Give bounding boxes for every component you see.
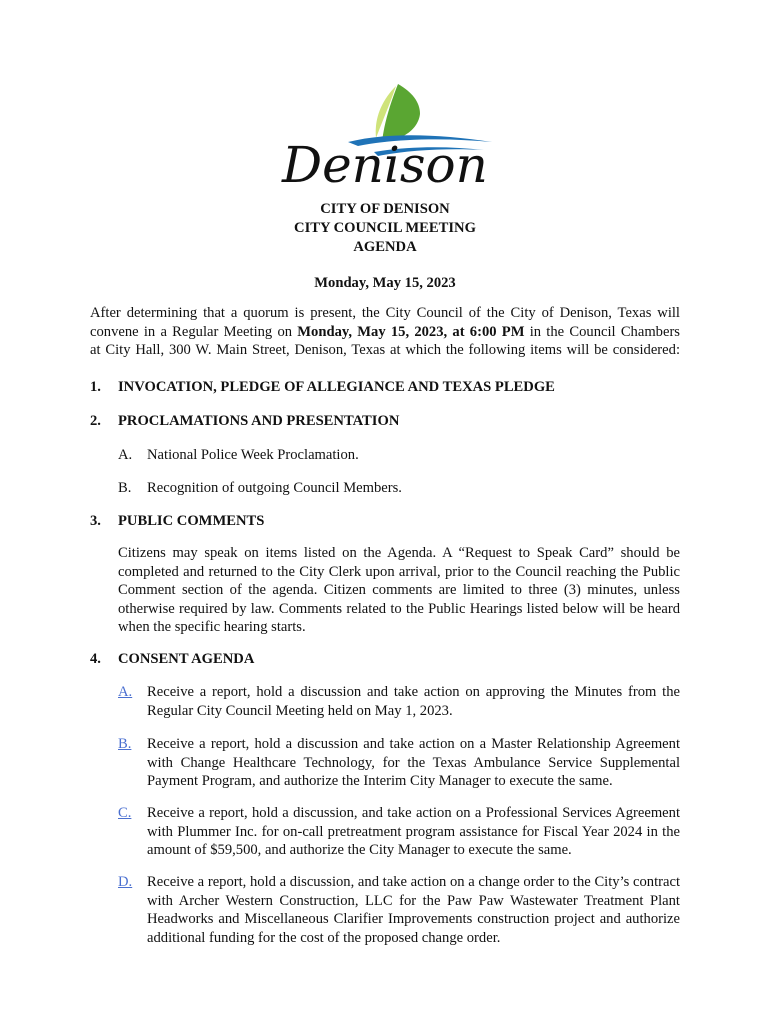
item-text: Receive a report, hold a discussion and take action on approving the Minutes from the Regular City Council Meeting held on May 1, 2023. (147, 684, 680, 719)
intro-line-3: at City Hall, 300 W. Main Street, Denison, Texas at which the following items will be considered: (90, 342, 680, 358)
item-text: Recognition of outgoing Council Members. (147, 480, 402, 496)
section-title: PROCLAMATIONS AND PRESENTATION (118, 413, 400, 429)
header-meeting: CITY COUNCIL MEETING (294, 220, 476, 236)
intro-line-1: After determining that a quorum is present, the City Council of the City of Denison, Texas will (90, 305, 680, 321)
item-text: National Police Week Proclamation. (147, 447, 359, 463)
section-number: 3. (90, 513, 101, 529)
meeting-datetime: Monday, May 15, 2023, at 6:00 PM (297, 323, 525, 340)
header-agenda: AGENDA (353, 239, 417, 255)
item-text: Receive a report, hold a discussion and take action on a Master Relationship Agreement with Change Healthcare Technology, for the Texas Ambulance Service Supplemental Payment Program, and authorize the Interim City Manager to execute the same. (147, 736, 680, 789)
intro-line-2c: in the Council Chambers (524, 323, 680, 340)
section-title: PUBLIC COMMENTS (118, 513, 265, 529)
item-link-c[interactable]: C. (118, 805, 132, 821)
section-number: 1. (90, 379, 101, 395)
item-text: Receive a report, hold a discussion, and take action on a change order to the City’s contract with Archer Western Construction, LLC for the Paw Paw Wastewater Treatment Plant Headworks and Miscellaneous Clarifier Improvements construction project and authorize additional funding for the cost of the proposed change order. (147, 874, 680, 946)
section-title: CONSENT AGENDA (118, 651, 255, 667)
section-number: 4. (90, 651, 101, 667)
intro-paragraph (90, 304, 680, 360)
intro-line-2a: convene in a Regular Meeting on (90, 323, 298, 340)
intro-line-2 (90, 323, 680, 342)
item-link-d[interactable]: D. (118, 874, 133, 890)
section-number: 2. (90, 413, 101, 429)
header-date: Monday, May 15, 2023 (314, 275, 456, 291)
item-label: B. (118, 480, 132, 496)
item-text: Receive a report, hold a discussion, and take action on a Professional Services Agreement with Plummer Inc. for on-call pretreatment program assistance for Fiscal Year 2024 in the amount of $59,500, and authorize the City Manager to execute the same. (147, 805, 680, 858)
section-title: INVOCATION, PLEDGE OF ALLEGIANCE AND TEXAS PLEDGE (118, 379, 555, 395)
item-link-b[interactable]: B. (118, 736, 132, 752)
denison-logo (278, 82, 494, 194)
sailboat-logo-icon (278, 82, 494, 194)
public-comments-paragraph: Citizens may speak on items listed on the Agenda. A “Request to Speak Card” should be completed and returned to the City Clerk upon arrival, prior to the Council reaching the Public Comment section of the agenda. Citizen comments are limited to three (3) minutes, unless otherwise required by law. Comments related to the Public Hearings listed below will be heard when the specific hearing starts. (118, 545, 680, 635)
logo-wordmark: Denison (282, 136, 488, 194)
header-org: CITY OF DENISON (320, 201, 450, 217)
item-label: A. (118, 447, 133, 463)
item-link-a[interactable]: A. (118, 684, 133, 700)
